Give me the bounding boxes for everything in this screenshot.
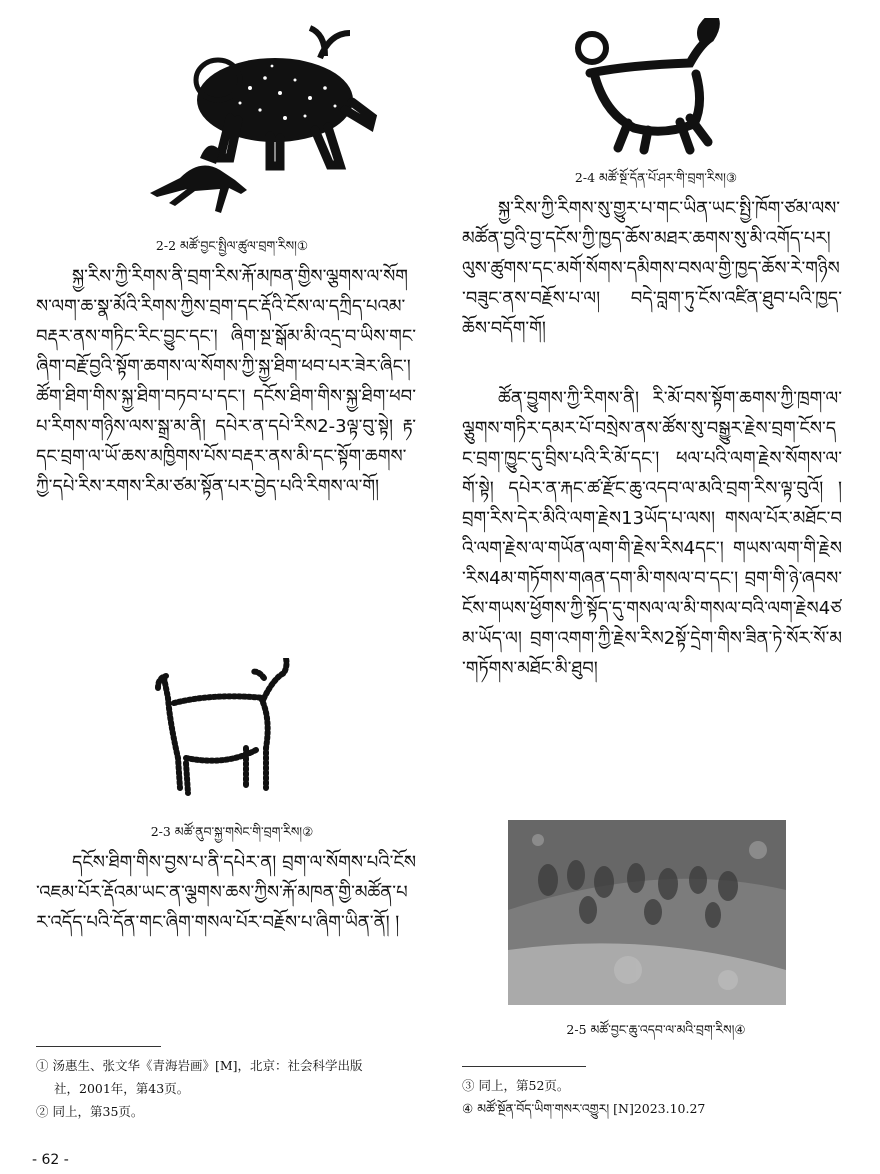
figure-2-2-yak-petroglyph	[110, 18, 380, 223]
figure-2-5-handprint-photo	[508, 820, 786, 1005]
right-paragraph-2	[462, 384, 842, 809]
footnote-text: 汤惠生、张文华《青海岩画》[M]，北京：社会科学出版	[52, 1058, 363, 1073]
footnote-text: མཚོ་སྔོན་བོད་ཡིག་གསར་འགྱུར། [N]2023.10.27	[477, 1101, 706, 1116]
paragraph-text: སྐྱ་རིས་ཀྱི་རིགས་ནི་བྲག་རིས་རྐོ་མཁན་གྱིས་ལྕགས་ལ་སོགས་ལག་ཆ་སྣ་མོའི་རིགས་ཀྱིས་བྲག་དང་རྡོའི་ངོས་ལ་དཀྲིད་པའམ་བརྡར་ནས་གཏིང་རིང་བྱུང་དང་། ཞིག་སྔ་སྒོམ་མི་འདྲ་བ་ཡིས་གང་ཞིག་བརྗོ་བྱའི་སྟོག་ཆགས་ལ་སོགས་ཀྱི་སྐྱ་ཐིག་ཕབ་པར་ཟེར་ཞིང་། ཚོག་ཐིག་གིས་སྐྱ་ཐིག་བཏབ་པ་དང་། དངོས་ཐིག་གིས་སྐྱ་ཐིག་ཕབ་པ་རིགས་གཉིས་ལས་སྒྲ་མ་ནི། དཔེར་ན་དཔེ་རིས2-3ལྟ་བུ་སྟེ། རྟ་དང་བྲག་ལ་ཡོ་ཆས་མཁྱིགས་པོས་བརྡར་ནས་མི་དང་སྟོག་ཆགས་ཀྱི་དཔེ་རིས་རགས་རིམ་ཙམ་སྟོན་པར་བྱེད་པའི་རིགས་ལ་གོ།	[36, 266, 416, 497]
paragraph-text: ཚོན་བྱུགས་ཀྱི་རིགས་ནི། རི་མོ་བས་སྟོག་ཆགས་ཀྱི་ཁྲག་ལ་ལྕུགས་གཏིར་དམར་པོ་བསྲེས་ནས་ཚོས་སུ་བསྒྱུར་རྗེས་བྲག་ངོས་དང་བྲག་ཁྱུང་དུ་བྲིས་པའི་རི་མོ་དང་། ཕལ་པའི་ལག་རྗེས་སོགས་ལ་གོ་སྟེ། དཔེར་ན་རྐང་ཚ་རྫོང་ཆུ་འདབ་ལ་མའི་བྲག་རིས་ལྟ་བུའོ། །བྲག་རིས་དེར་མིའི་ལག་རྗེས13ཡོད་པ་ལས། གསལ་པོར་མཐོང་བའི་ལག་རྗེས་ལ་གཡོན་ལག་གི་རྗེས་རིས4དང་། གཡས་ལག་གི་རྗེས་རིས4མ་གཏོགས་གཞན་དག་མི་གསལ་བ་དང་། བྲག་གི་ཉེ་ཞབས་ངོས་གཡས་ཕྱོགས་ཀྱི་སྟོད་དུ་གསལ་ལ་མི་གསལ་བའི་ལག་རྗེས4ཙམ་ཡོད་ལ། བྲག་འགག་ཀྱི་རྗེས་རིས2སྟོ་དྲེག་གིས་ཟིན་ཏེ་སོར་སོ་མ་གཏོགས་མཐོང་མི་ཐུབ།	[462, 388, 842, 679]
figure-2-2-caption: 2-2 མཚོ་བྱང་སྤྱིལ་ཚུལ་བྲག་རིས།①	[155, 238, 309, 253]
figure-2-3-animal-petroglyph	[146, 658, 306, 808]
footnote-4	[462, 1097, 850, 1120]
paragraph-text: དངོས་ཐིག་གིས་བྱས་པ་ནི་དཔེར་ན། བྲག་ལ་སོགས་པའི་ངོས་འཇམ་པོར་རྡོའམ་ཡང་ན་ལྕགས་ཆས་ཀྱིས་རྐོ་མཁན་གྱི་མཚོན་པར་འདོད་པའི་དོན་གང་ཞིག་གསལ་པོར་བརྗོས་པ་ཞིག་ཡིན་ནོ། །	[36, 852, 416, 933]
figure-2-5-caption: 2-5 མཚོ་བྱང་ཆུ་འདབ་ལ་མའི་བྲག་རིས།④	[566, 1022, 746, 1037]
footnote-mark: ②	[36, 1104, 49, 1119]
footnote-text-cont: 社，2001年，第43页。	[54, 1081, 190, 1096]
page-number: - 62 -	[32, 1152, 69, 1168]
left-paragraph-1	[36, 262, 416, 652]
paragraph-text: སྐྱ་རིས་ཀྱི་རིགས་སུ་གྱུར་པ་གང་ཡིན་ཡང་སྤྱི་ཁོག་ཙམ་ལས་མཚོན་བྱའི་བྱ་དངོས་ཀྱི་ཁྱད་ཆོས་མཐར་ཆགས་སུ་མི་འགོད་པར། ལུས་ཚུགས་དང་མགོ་སོགས་དམིགས་བསལ་གྱི་ཁྱད་ཆོས་རེ་གཉིས་བཟུང་ནས་བརྗོས་པ་ལ། བདེ་བླག་ཏུ་ངོས་འཛིན་ཐུབ་པའི་ཁྱད་ཆོས་བདོག་གོ།	[462, 198, 842, 339]
footnote-text: 同上，第35页。	[52, 1104, 144, 1119]
footnote-3	[462, 1074, 850, 1097]
footnote-1	[36, 1054, 428, 1100]
footnote-divider	[36, 1046, 161, 1047]
footnote-divider	[462, 1066, 586, 1067]
figure-2-4-animal-petroglyph	[570, 18, 730, 158]
left-paragraph-2	[36, 848, 416, 998]
footnote-mark: ①	[36, 1058, 49, 1073]
left-footnotes	[36, 1054, 428, 1123]
figure-2-3-caption: 2-3 མཚོ་ནུབ་སྐྱ་གསེང་གི་བྲག་རིས།②	[150, 824, 314, 839]
footnote-text: 同上，第52页。	[478, 1078, 570, 1093]
left-column	[36, 0, 428, 1174]
right-footnotes	[462, 1074, 850, 1120]
footnote-2	[36, 1100, 428, 1123]
right-column	[462, 0, 850, 1174]
footnote-mark: ③	[462, 1078, 475, 1093]
footnote-mark: ④	[462, 1101, 474, 1116]
right-paragraph-1	[462, 194, 842, 379]
figure-2-4-caption: 2-4 མཚོ་སྔོ་དོན་པོ་ཤར་གི་བྲག་རིས།③	[574, 170, 738, 185]
